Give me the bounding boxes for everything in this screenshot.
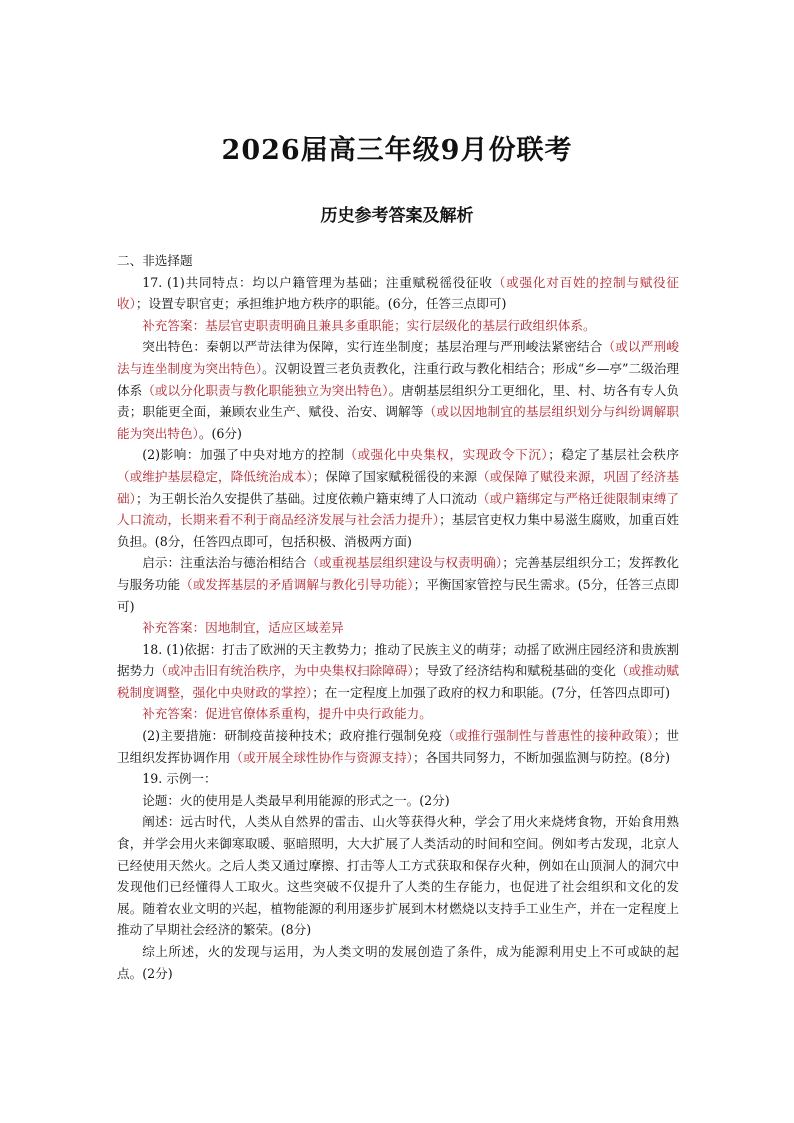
answer-text: ；各国共同努力，不断加强监测与防控。(8分) (412, 749, 671, 765)
answer-text: ；世卫组织发挥协调作用 (117, 728, 680, 765)
q19-thesis: 论题：火的使用是人类最早利用能源的形式之一。(2分) (142, 792, 450, 808)
q17-part1-answer (117, 272, 679, 315)
q17-part2-answer (117, 444, 679, 552)
q17-features-answer (117, 336, 679, 444)
q18-part1-supplement: 补充答案：促进官僚体系重构，提升中央行政能力。 (142, 706, 432, 722)
answer-text: ；平衡国家管控与民生需求。(5分，任答三点即可) (117, 576, 679, 614)
alternative-answer-text: （或户籍绑定与严格迁徙限制束缚了人口流动，长期来看不利于商品经济发展与社会活力提升） (117, 490, 680, 528)
answer-text: ；在一定程度上加强了政府的权力和职能。(7分，任答四点即可) (312, 684, 671, 700)
alternative-answer-text: （或维护基层稳定，降低统治成本） (117, 468, 313, 484)
answer-text: ；导致了经济结构和赋税基础的变化 (413, 663, 616, 679)
alternative-answer-text: （或保障了赋役来源，巩固了经济基础） (117, 468, 680, 506)
alternative-answer-text: （或推行强制性与普惠性的接种政策） (442, 728, 654, 744)
answer-body (117, 250, 679, 984)
alternative-answer-text: （或以因地制宜的基层组织划分与纠纷调解职能为突出特色） (117, 404, 680, 441)
answer-text: 。汉朝设置三老负责教化，注重行政与教化相结合；形成“乡—亭”二级治理体系 (117, 360, 679, 398)
document-subtitle: 历史参考答案及解析 (320, 206, 474, 226)
answer-text: 突出特色：秦朝以严苛法律为保障，实行连坐制度；基层治理与严刑峻法紧密结合 (142, 339, 603, 355)
alternative-answer-text: （或以严刑峻法与连坐制度为突出特色） (117, 339, 680, 376)
alternative-answer-text: （或冲击旧有统治秩序，为中央集权扫除障碍） (154, 663, 414, 679)
q17-part2-supplement: 补充答案：因地制宜，适应区域差异 (142, 620, 344, 636)
answer-text: ；完善基层组织分工；发挥教化与服务功能 (117, 555, 680, 592)
alternative-answer-text: （或重视基层组织建设与权责明确） (306, 555, 503, 571)
alternative-answer-text: （或强化中央集权，实现政令下沉） (344, 447, 549, 463)
q18-part2-answer (117, 725, 679, 768)
answer-text: 18. (1)依据：打击了欧洲的天主教势力；推动了民族主义的萌芽；动摇了欧洲庄园经济和贵族割据势力 (117, 641, 679, 679)
answer-text: ；稳定了基层社会秩序 (548, 447, 680, 463)
alternative-answer-text: （或强化对百姓的控制与赋役征收） (117, 274, 680, 312)
section-heading: 二、非选择题 (117, 253, 193, 268)
q18-part1-answer (117, 639, 679, 704)
alternative-answer-text: （或推动赋税制度调整，强化中央财政的掌控） (117, 663, 680, 700)
q19-elaboration: 阐述：远古时代，人类从自然界的雷击、山火等获得火种，学会了用火来烧烤食物，开始食用熟食，并学会用火来御寒取暖、驱暗照明，大大扩展了人类活动的时间和空间。例如考古发现，北京人已经使用天然火。之后人类又通过摩擦、打击等人工方式获取和保存火种，例如在山顶洞人的洞穴中发现他们已经懂得人工取火。这些突破不仅提升了人类的生存能力，也促进了社会组织和文化的发展。随着农业文明的兴起，植物能源的利用逐步扩展到木材燃烧以支持手工业生产，并在一定程度上推动了早期社会经济的繁荣。(8分) (117, 814, 679, 938)
answer-text: (2)主要措施：研制疫苗接种技术；政府推行强制免疫 (142, 728, 443, 744)
answer-text: (2)影响：加强了中央对地方的控制 (142, 447, 345, 463)
answer-text: ；保障了国家赋税徭役的来源 (312, 468, 477, 484)
document-title: 2026届高三年级9月份联考 (221, 135, 573, 166)
answer-text: 17. (1)共同特点：均以户籍管理为基础；注重赋税徭役征收 (142, 274, 493, 290)
q17-part1-supplement: 补充答案：基层官吏职责明确且兼具多重职能；实行层级化的基层行政组织体系。 (142, 317, 596, 333)
answer-text: 。唐朝基层组织分工更细化，里、村、坊各有专人负责；职能更全面，兼顾农业生产、赋役、治安、调解等 (117, 382, 680, 420)
answer-text: 启示：注重法治与德治相结合 (142, 555, 307, 571)
answer-text: 。(6分) (198, 425, 242, 441)
alternative-answer-text: （或开展全球性协作与资源支持） (230, 749, 413, 765)
alternative-answer-text: （或发挥基层的矛盾调解与教化引导功能） (180, 576, 414, 592)
answer-text: ；设置专职官吏；承担维护地方秩序的职能。(6分，任答三点即可) (135, 296, 507, 312)
q19-heading: 19. 示例一： (142, 771, 217, 787)
alternative-answer-text: （或以分化职责与教化职能独立为突出特色） (142, 382, 389, 398)
answer-text: ；基层官吏权力集中易滋生腐败，加重百姓负担。(8分，任答四点即可，包括积极、消极两方面) (117, 512, 680, 549)
q17-inspiration-answer (117, 552, 679, 617)
answer-text: ；为王朝长治久安提供了基础。过度依赖户籍束缚了人口流动 (135, 490, 477, 506)
q19-conclusion: 综上所述，火的发现与运用，为人类文明的发展创造了条件，成为能源利用史上不可或缺的起点。(2分) (117, 944, 679, 981)
